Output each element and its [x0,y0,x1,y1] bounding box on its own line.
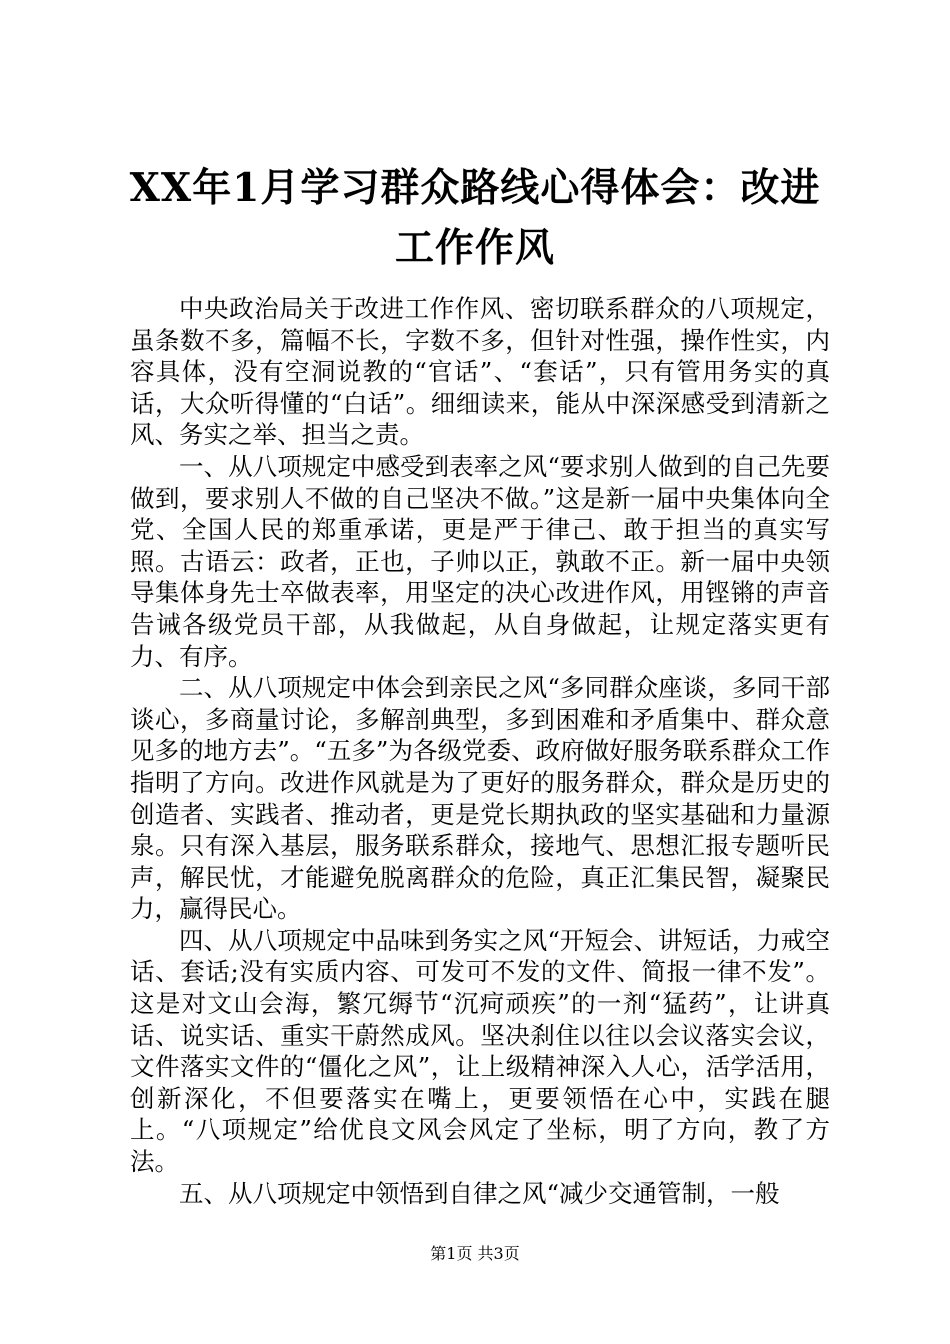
paragraph-section-4: 四、从八项规定中品味到务实之风“开短会、讲短话，力戒空话、套话;没有实质内容、可发可不发的文件、简报一律不发”。这是对文山会海，繁冗缛节“沉疴顽疾”的一剂“猛药”，让讲真话、说实话、重实干蔚然成风。坚决刹住以往以会议落实会议，文件落实文件的“僵化之风”，让上级精神深入人心，活学活用，创新深化，不但要落实在嘴上，更要领悟在心中，实践在腿上。“八项规定”给优良文风会风定了坐标，明了方向，教了方法。 [130,925,830,1177]
paragraph-intro: 中央政治局关于改进工作作风、密切联系群众的八项规定，虽条数不多，篇幅不长，字数不多，但针对性强，操作性实，内容具体，没有空洞说教的“官话”、“套话”，只有管用务实的真话，大众听得懂的“白话”。细细读来，能从中深深感受到清新之风、务实之举、担当之责。 [130,294,830,450]
paragraph-section-2: 二、从八项规定中体会到亲民之风“多同群众座谈，多同干部谈心，多商量讨论，多解剖典型，多到困难和矛盾集中、群众意见多的地方去”。“五多”为各级党委、政府做好服务联系群众工作指明了方向。改进作风就是为了更好的服务群众，群众是历史的创造者、实践者、推动者，更是党长期执政的坚实基础和力量源泉。只有深入基层，服务联系群众，接地气、思想汇报专题听民声，解民忧，才能避免脱离群众的危险，真正汇集民智，凝聚民力，赢得民心。 [130,673,830,924]
page-number-footer: 第1页 共3页 [430,1244,520,1263]
paragraph-section-5: 五、从八项规定中领悟到自律之风“减少交通管制，一般 [179,1178,780,1208]
paragraph-section-1: 一、从八项规定中感受到表率之风“要求别人做到的自己先要做到，要求别人不做的自己坚决不做。”这是新一届中央集体向全党、全国人民的郑重承诺，更是严于律己、敢于担当的真实写照。古语云：政者，正也，子帅以正，孰敢不正。新一届中央领导集体身先士卒做表率，用坚定的决心改进作风，用铿锵的声音告诫各级党员干部，从我做起，从自身做起，让规定落实更有力、有序。 [130,451,830,671]
document-body [130,293,830,1209]
document-title: XX年1月学习群众路线心得体会：改进工作作风 [129,165,821,271]
